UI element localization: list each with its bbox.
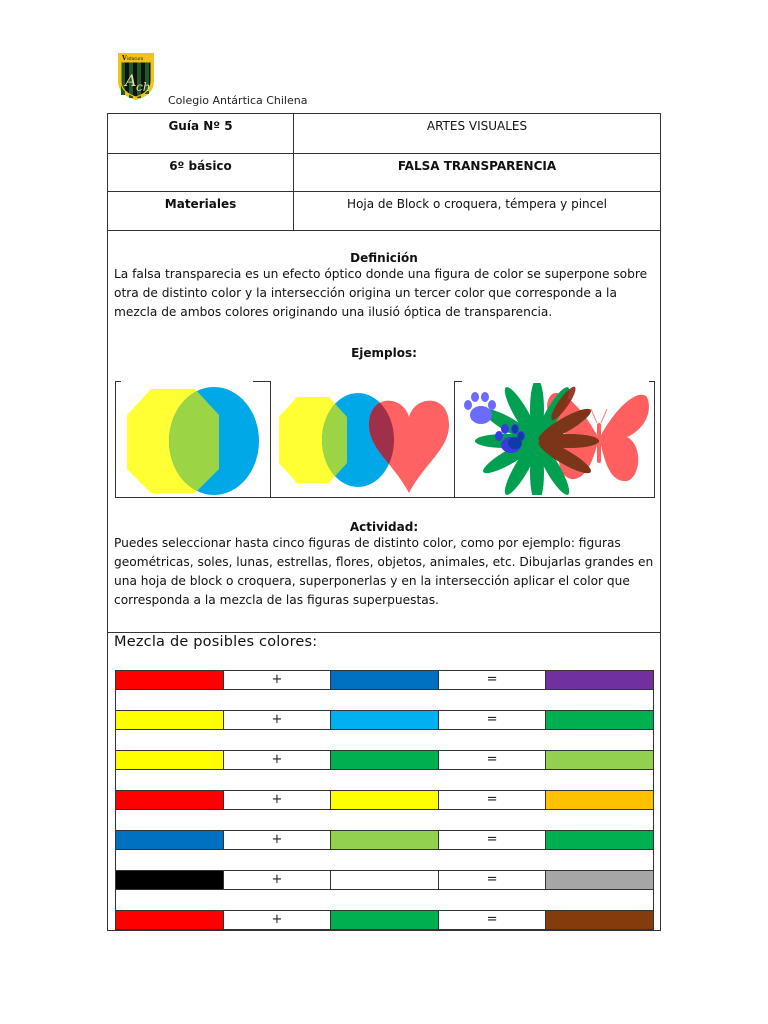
materials-value: Hoja de Block o croquera, témpera y pincel [347, 197, 607, 211]
info-row-materials [108, 192, 660, 231]
svg-text:ch: ch [136, 80, 151, 94]
definition-section [108, 251, 660, 322]
plus-sign: + [224, 751, 332, 769]
example-separator [270, 381, 271, 498]
school-crest-icon [116, 51, 156, 101]
example-separator [454, 381, 455, 498]
color-swatch-b [331, 751, 439, 769]
info-row-grade [108, 154, 660, 192]
color-swatch-a [116, 791, 224, 809]
equals-sign: = [439, 791, 547, 809]
svg-text:V: V [122, 55, 127, 62]
mix-row [115, 870, 654, 890]
plus-sign: + [224, 911, 332, 929]
equals-sign: = [439, 711, 547, 729]
mix-row-gap [115, 690, 654, 710]
mix-row-gap [115, 730, 654, 750]
examples-gallery [115, 381, 655, 499]
plus-sign: + [224, 711, 332, 729]
color-swatch-result [546, 751, 653, 769]
paws-flower-butterfly-example [459, 383, 649, 495]
color-swatch-b [331, 911, 439, 929]
plus-sign: + [224, 871, 332, 889]
octagon-ellipse-example [119, 385, 267, 495]
mix-row [115, 830, 654, 850]
color-swatch-a [116, 711, 224, 729]
color-swatch-b [331, 871, 439, 889]
definition-text: La falsa transparecia es un efecto óptico donde una figura de color se superpone sobre otra de distinto color y la intersección origina un tercer color que corresponde a la mezcla de ambos colores originando una ilusió óptica de transparencia. [114, 267, 648, 319]
activity-section [108, 520, 660, 610]
color-swatch-result [546, 911, 653, 929]
color-swatch-b [331, 791, 439, 809]
color-swatch-result [546, 791, 653, 809]
mix-row [115, 790, 654, 810]
mix-row-gap [115, 850, 654, 870]
topic-title: FALSA TRANSPARENCIA [397, 159, 557, 173]
examples-heading [108, 346, 660, 360]
equals-sign: = [439, 671, 547, 689]
guide-number: Guía Nº 5 [108, 114, 294, 153]
color-swatch-result [546, 671, 653, 689]
equals-sign: = [439, 911, 547, 929]
section-divider [108, 632, 660, 633]
svg-text:A: A [125, 71, 137, 90]
color-swatch-a [116, 911, 224, 929]
equals-sign: = [439, 871, 547, 889]
plus-sign: + [224, 671, 332, 689]
mix-row [115, 710, 654, 730]
mix-row [115, 670, 654, 690]
color-swatch-b [331, 711, 439, 729]
materials-label: Materiales [108, 192, 294, 230]
color-swatch-b [331, 831, 439, 849]
octagon-ellipse-heart-example [273, 387, 453, 495]
color-swatch-result [546, 871, 653, 889]
color-mix-table [115, 670, 654, 930]
plus-sign: + [224, 831, 332, 849]
color-swatch-a [116, 751, 224, 769]
activity-text: Puedes seleccionar hasta cinco figuras de distinto color, como por ejemplo: figuras geométricas, soles, lunas, estrellas, flores, objetos, animales, etc. Dibujarlas grandes en una hoja de block o croquera, superponerlas y en la intersección aplicar el color que corresponda a la mezcla de las figuras superpuestas. [114, 536, 654, 607]
mix-row-gap [115, 770, 654, 790]
color-swatch-a [116, 671, 224, 689]
mix-title: Mezcla de posibles colores: [114, 634, 318, 650]
svg-text:istacura: istacura [127, 56, 144, 61]
mix-row [115, 910, 654, 930]
color-swatch-result [546, 831, 653, 849]
definition-title: Definición [350, 251, 418, 265]
equals-sign: = [439, 831, 547, 849]
examples-title: Ejemplos: [351, 346, 417, 360]
school-name: Colegio Antártica Chilena [168, 94, 308, 107]
mix-row-gap [115, 890, 654, 910]
mix-row [115, 750, 654, 770]
equals-sign: = [439, 751, 547, 769]
subject-name: ARTES VISUALES [426, 119, 528, 133]
color-swatch-a [116, 831, 224, 849]
color-swatch-result [546, 711, 653, 729]
mix-row-gap [115, 810, 654, 830]
plus-sign: + [224, 791, 332, 809]
activity-title: Actividad: [349, 520, 419, 534]
guide-frame [107, 113, 661, 931]
color-swatch-b [331, 671, 439, 689]
grade-label: 6º básico [108, 154, 294, 191]
info-row-guide [108, 114, 660, 154]
color-swatch-a [116, 871, 224, 889]
